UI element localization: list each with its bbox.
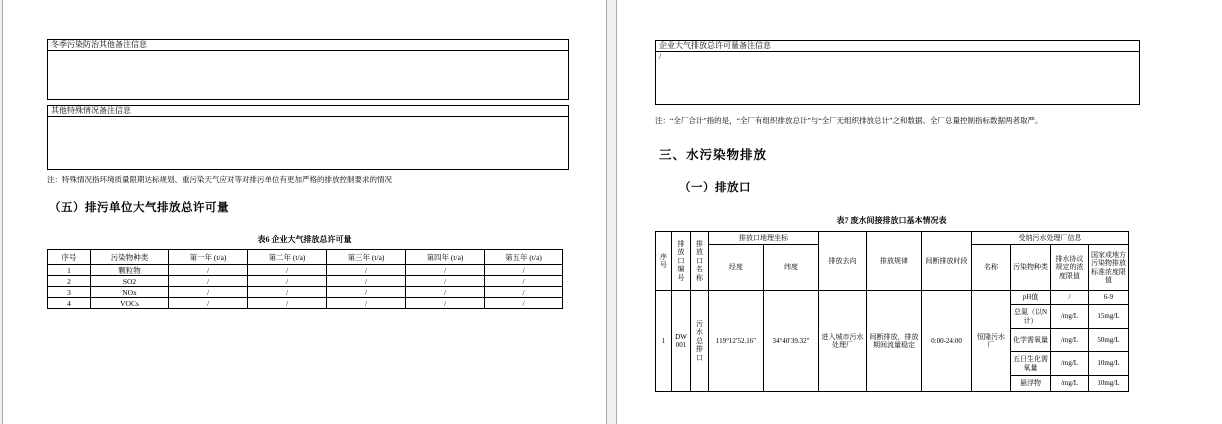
pollutant-agreement-limit: / (1051, 291, 1089, 305)
table6-cell: / (327, 276, 406, 287)
outlet-number: DW001 (672, 291, 691, 392)
table6-row (48, 298, 563, 309)
pollutant-agreement-limit: /mg/L (1051, 305, 1089, 329)
table7-title: 表7 废水间接排放口基本情况表 (836, 216, 947, 225)
table6-cell: 颗粒物 (91, 265, 169, 276)
outlet-intermittent-period: 0:00-24:00 (922, 291, 972, 392)
pollutant-standard-limit: 50mg/L (1089, 329, 1129, 352)
other-special-remarks-title: 其他特殊情况备注信息 (48, 106, 568, 117)
table6-cell: / (327, 265, 406, 276)
table7-header-agreement-limit: 排水协议规定的浓度限值 (1051, 245, 1089, 291)
receiving-plant-name: 恒隆污水厂 (972, 291, 1011, 392)
table6-cell: / (169, 276, 248, 287)
pollutant-name: 五日生化需氧量 (1011, 352, 1051, 376)
table6-cell: / (327, 287, 406, 298)
table6-row (48, 287, 563, 298)
table7-header-plant-group: 受纳污水处理厂信息 (972, 232, 1129, 245)
table6-cell: VOCs (91, 298, 169, 309)
table6-cell: NOx (91, 287, 169, 298)
pollutant-name: 总氮（以N计） (1011, 305, 1051, 329)
winter-pollution-remarks-body (48, 51, 568, 99)
table7-header-intermittent-period: 间断排放时段 (922, 232, 972, 291)
table6-cell: / (406, 287, 485, 298)
table6-header-cell: 序号 (48, 250, 91, 265)
other-special-remarks-box (47, 105, 569, 170)
air-total-permit-remarks-body: / (659, 52, 662, 61)
table6-cell: 1 (48, 265, 91, 276)
subsection-heading-outlets: （一）排放口 (679, 182, 751, 194)
table6-cell: / (485, 265, 563, 276)
document-page-right (616, 0, 1222, 424)
table7-header-pollutant-type: 污染物种类 (1011, 245, 1051, 291)
outlet-seq: 1 (656, 291, 672, 392)
table6-cell: / (406, 276, 485, 287)
table6-header-row (48, 250, 563, 265)
table7-header-row-1 (656, 232, 1129, 245)
table7-data-row (656, 291, 1129, 305)
outlet-pattern: 间断排放，排放期间流量稳定 (867, 291, 922, 392)
table7-header-outlet-name: 排放口名称 (691, 232, 709, 291)
section-heading-air-total-permit: （五）排污单位大气排放总许可量 (49, 202, 229, 214)
air-total-permit-remarks-title: 企业大气排放总许可量备注信息 (656, 41, 1139, 52)
table7-header-coords-group: 排放口地理坐标 (709, 232, 819, 245)
plant-total-note: 注：“全厂合计”指的是，“全厂有组织排放总计”与“全厂无组织排放总计”之和数据、全厂总量控制指标数据两者取严。 (655, 116, 1043, 125)
table6-header-cell: 污染物种类 (91, 250, 169, 265)
page-left-content (3, 0, 606, 309)
outlet-longitude: 119°12′52.16″ (709, 291, 764, 392)
pollutant-standard-limit: 6-9 (1089, 291, 1129, 305)
pollutant-standard-limit: 15mg/L (1089, 305, 1129, 329)
table6-header-cell: 第二年 (t/a) (248, 250, 327, 265)
table6-cell: / (169, 287, 248, 298)
table7-header-plant-name: 名称 (972, 245, 1011, 291)
pollutant-agreement-limit: /mg/L (1051, 376, 1089, 392)
table6-cell: 4 (48, 298, 91, 309)
table7-header-destination: 排放去向 (819, 232, 867, 291)
table7-header-latitude: 纬度 (764, 245, 819, 291)
table7-header-longitude: 经度 (709, 245, 764, 291)
other-special-remarks-body (48, 117, 568, 169)
table6-header-cell: 第三年 (t/a) (327, 250, 406, 265)
outlet-name: 污水总排口 (691, 291, 709, 392)
page-right-content (617, 0, 1140, 392)
table6-cell: / (485, 287, 563, 298)
table7-header-standard-limit: 国家或地方污染物排放标准浓度限值 (1089, 245, 1129, 291)
outlet-latitude: 34°40′39.32″ (764, 291, 819, 392)
table6-row (48, 276, 563, 287)
air-total-permit-remarks-box (655, 40, 1140, 105)
table6-cell: 3 (48, 287, 91, 298)
table6-cell: 2 (48, 276, 91, 287)
winter-pollution-remarks-box (47, 39, 569, 100)
table6-cell: / (248, 298, 327, 309)
table6-cell: / (485, 298, 563, 309)
pollutant-agreement-limit: /mg/L (1051, 329, 1089, 352)
table6-row (48, 265, 563, 276)
table7-header-seq: 序号 (656, 232, 672, 291)
table6-title: 表6 企业大气排放总许可量 (257, 235, 352, 244)
table6-cell: / (406, 298, 485, 309)
table7-wastewater-outlets (655, 231, 1129, 392)
table6-header-cell: 第五年 (t/a) (485, 250, 563, 265)
table7-header-outlet-no: 排放口编号 (672, 232, 691, 291)
table6-cell: / (248, 276, 327, 287)
pollutant-name: 化学需氧量 (1011, 329, 1051, 352)
table6-cell: / (169, 265, 248, 276)
pollutant-standard-limit: 10mg/L (1089, 352, 1129, 376)
pollutant-name: pH值 (1011, 291, 1051, 305)
table6-air-total-permit (47, 249, 563, 309)
pollutant-name: 悬浮物 (1011, 376, 1051, 392)
outlet-destination: 进入城市污水处理厂 (819, 291, 867, 392)
table6-cell: / (485, 276, 563, 287)
table6-cell: / (248, 265, 327, 276)
section-heading-water-pollutants: 三、水污染物排放 (659, 148, 768, 162)
table6-cell: / (248, 287, 327, 298)
table6-cell: / (327, 298, 406, 309)
pollutant-standard-limit: 10mg/L (1089, 376, 1129, 392)
table6-cell: / (169, 298, 248, 309)
table6-cell: / (406, 265, 485, 276)
table6-header-cell: 第一年 (t/a) (169, 250, 248, 265)
table7-header-pattern: 排放规律 (867, 232, 922, 291)
winter-pollution-remarks-title: 冬季污染防治其他备注信息 (48, 40, 568, 51)
document-page-left (2, 0, 607, 424)
pollutant-agreement-limit: /mg/L (1051, 352, 1089, 376)
special-situation-note: 注：特殊情况指环境质量限期达标规划、重污染天气应对等对排污单位有更加严格的排放控制要求的情况 (47, 175, 392, 184)
table6-header-cell: 第四年 (t/a) (406, 250, 485, 265)
table6-cell: SO2 (91, 276, 169, 287)
